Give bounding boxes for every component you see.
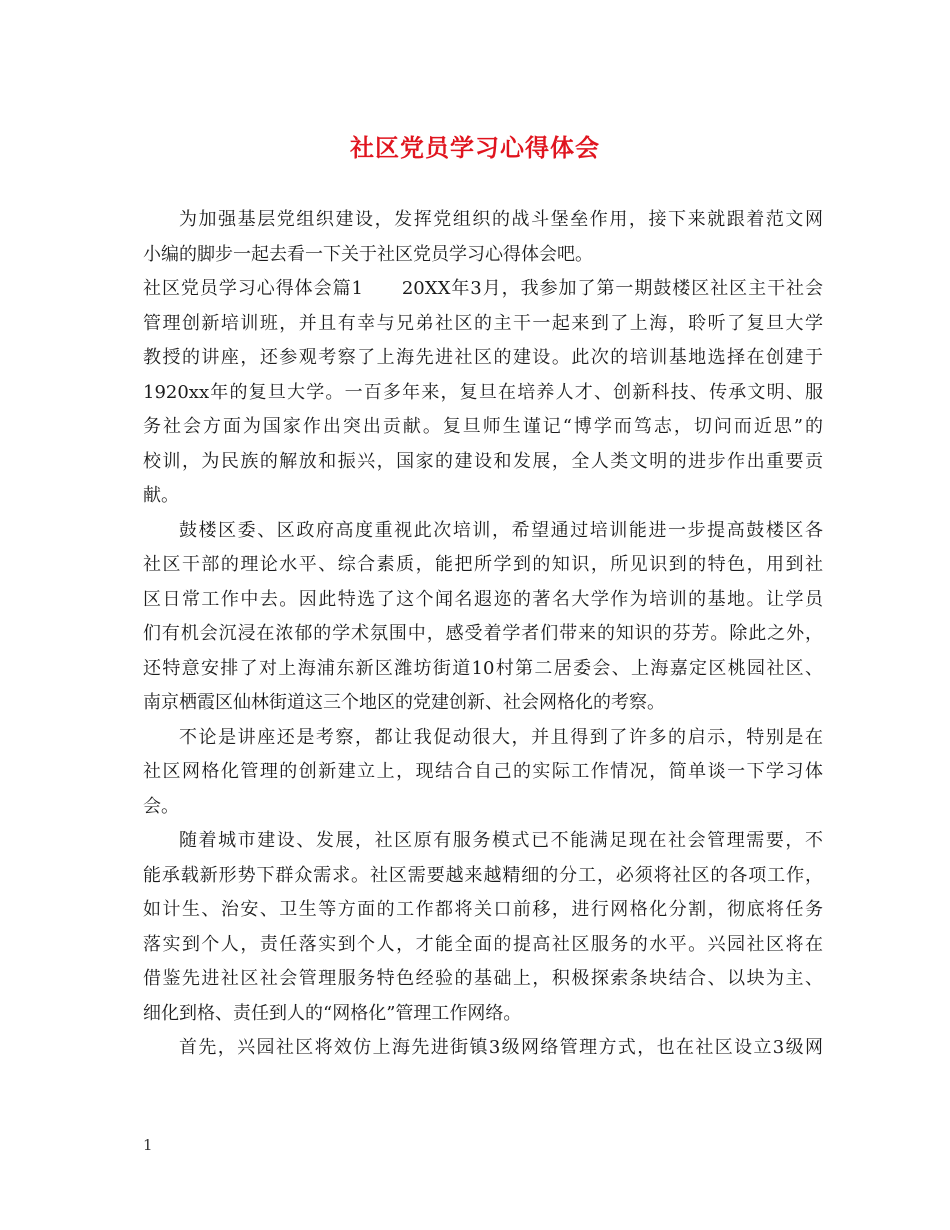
body-line: 如计生、治安、卫生等方面的工作都将关口前移，进行网格化分割，彻底将任务	[143, 899, 823, 920]
body-line: 务社会方面为国家作出突出贡献。复旦师生谨记“博学而笃志，切问而近思”的	[143, 416, 823, 437]
body-line: 鼓楼区委、区政府高度重视此次培训，希望通过培训能进一步提高鼓楼区各	[179, 519, 823, 541]
body-line: 能承载新形势下群众需求。社区需要越来越精细的分工，必须将社区的各项工作，	[143, 864, 823, 886]
body-line: 小编的脚步一起去看一下关于社区党员学习心得体会吧。	[143, 243, 593, 265]
document-title: 社区党员学习心得体会	[350, 133, 600, 162]
body-line: 借鉴先进社区社会管理服务特色经验的基础上，积极探索条块结合、以块为主、	[143, 968, 823, 989]
body-line: 社区党员学习心得体会篇1 20XX年3月，我参加了第一期鼓楼区社区主干社会	[143, 278, 823, 299]
body-line: 校训，为民族的解放和振兴，国家的建设和发展，全人类文明的进步作出重要贡	[143, 450, 823, 472]
body-line: 教授的讲座，还参观考察了上海先进社区的建设。此次的培训基地选择在创建于	[143, 347, 823, 368]
body-line: 不论是讲座还是考察，都让我促动很大，并且得到了许多的启示，特别是在	[179, 726, 823, 748]
document-body	[143, 203, 823, 1066]
body-line: 为加强基层党组织建设，发挥党组织的战斗堡垒作用，接下来就跟着范文网	[179, 209, 823, 230]
body-line: 细化到格、责任到人的“网格化”管理工作网络。	[143, 1002, 522, 1024]
body-line: 1920xx年的复旦大学。一百多年来，复旦在培养人才、创新科技、传承文明、服	[143, 381, 823, 403]
body-line: 社区干部的理论水平、综合素质，能把所学到的知识，所见识到的特色，用到社	[143, 554, 823, 575]
body-line: 们有机会沉浸在浓郁的学术氛围中，感受着学者们带来的知识的芬芳。除此之外，	[143, 623, 823, 644]
body-line: 还特意安排了对上海浦东新区潍坊街道10村第二居委会、上海嘉定区桃园社区、	[143, 657, 823, 679]
body-line: 南京栖霞区仙林街道这三个地区的党建创新、社会网格化的考察。	[143, 692, 665, 713]
body-line: 区日常工作中去。因此特选了这个闻名遐迩的著名大学作为培训的基地。让学员	[143, 588, 823, 610]
body-line: 社区网格化管理的创新建立上，现结合自己的实际工作情况，简单谈一下学习体	[143, 761, 823, 782]
page-number: 1	[143, 1136, 153, 1154]
body-line: 会。	[143, 795, 179, 817]
body-line: 管理创新培训班，并且有幸与兄弟社区的主干一起来到了上海，聆听了复旦大学	[143, 312, 823, 334]
body-line: 献。	[143, 485, 179, 506]
body-line: 落实到个人，责任落实到个人，才能全面的提高社区服务的水平。兴园社区将在	[143, 933, 823, 955]
body-line: 随着城市建设、发展，社区原有服务模式已不能满足现在社会管理需要，不	[179, 830, 823, 851]
body-line: 首先，兴园社区将效仿上海先进街镇3级网络管理方式，也在社区设立3级网	[179, 1037, 823, 1058]
